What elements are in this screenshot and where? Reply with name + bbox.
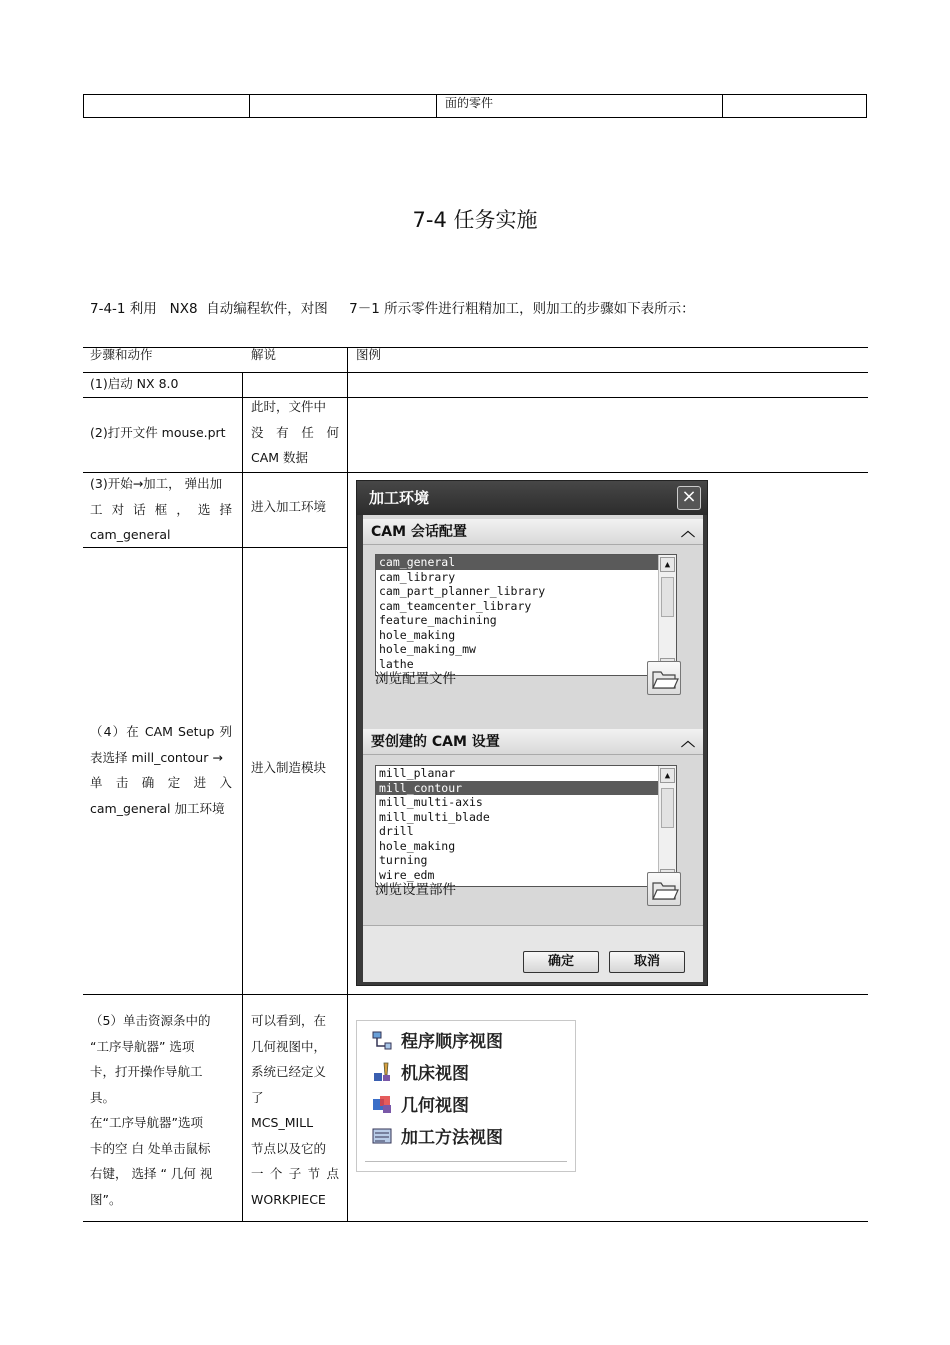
section-label: CAM 会话配置 xyxy=(371,524,467,540)
section-cam-session-config[interactable] xyxy=(363,519,703,545)
browse-setup-label: 浏览设置部件 xyxy=(375,882,456,898)
cancel-button[interactable]: 取消 xyxy=(609,951,685,973)
list-item[interactable]: cam_general xyxy=(376,555,676,570)
row5-note: 可以看到，在 几何视图中， 系统已经定义 了 MCS_MILL 节点以及它的 一 个 子 节 点 WORKPIECE xyxy=(251,1013,339,1207)
row3-step: (3)开始→加工， 弹出加 工 对 话 框 ， 选 择 cam_general xyxy=(90,476,232,542)
table-cell: 面的零件 xyxy=(437,95,723,117)
scroll-up-icon[interactable]: ▲ xyxy=(660,557,675,572)
table-rule xyxy=(242,372,243,1222)
scrollbar[interactable] xyxy=(658,766,676,886)
browse-setup-button[interactable] xyxy=(647,872,681,906)
table-rule xyxy=(347,347,348,1222)
scroll-thumb[interactable] xyxy=(661,788,674,828)
section-cam-setup[interactable] xyxy=(363,729,703,755)
list-item[interactable]: mill_multi_blade xyxy=(379,809,490,824)
scrollbar[interactable] xyxy=(658,555,676,675)
table-cell xyxy=(250,95,437,117)
section-title: 7-4 任务实施 xyxy=(412,208,538,232)
table-rule xyxy=(83,397,868,398)
machine-tool-icon xyxy=(371,1061,393,1083)
browse-config-label: 浏览配置文件 xyxy=(375,671,456,687)
list-item[interactable]: lathe xyxy=(379,656,414,671)
dialog-title: 加工环境 xyxy=(357,481,707,515)
row2-note: 此时，文件中 没 有 任 何 CAM 数据 xyxy=(251,399,339,465)
row5-step: （5）单击资源条中的 “工序导航器” 选项 卡，打开操作导航工 具。 在“工序导航器”选项 卡的空 白 处单击鼠标 右键， 选择 “ 几何 视 图”。 xyxy=(90,1013,213,1207)
list-item[interactable]: hole_making_mw xyxy=(379,642,476,656)
cam-session-config-list[interactable] xyxy=(375,554,677,676)
header-figure: 图例 xyxy=(356,347,382,362)
list-item[interactable]: mill_multi-axis xyxy=(379,795,483,809)
cam-setup-list[interactable] xyxy=(375,765,677,887)
table-rule xyxy=(83,1221,868,1222)
list-item[interactable]: wire_edm xyxy=(379,867,435,882)
header-step: 步骤和动作 xyxy=(90,347,153,362)
list-item[interactable]: cam_teamcenter_library xyxy=(379,598,532,613)
list-item[interactable]: cam_library xyxy=(379,569,456,584)
machining-method-view-item[interactable]: 加工方法视图 xyxy=(371,1125,503,1151)
intro-paragraph: 7-4-1 利用 NX8 自动编程软件，对图 7－1 所示零件进行粗精加工，则加工的步骤如下表所示： xyxy=(90,301,695,317)
previous-table xyxy=(83,94,867,118)
list-item[interactable]: hole_making xyxy=(379,838,456,853)
menu-divider xyxy=(365,1161,567,1162)
list-item[interactable]: turning xyxy=(379,853,428,867)
machine-tool-view-item[interactable]: 机床视图 xyxy=(371,1061,469,1087)
row3-note: 进入加工环境 xyxy=(251,499,327,514)
machining-environment-dialog xyxy=(356,480,708,986)
list-item[interactable]: mill_planar xyxy=(379,766,456,780)
chevron-up-icon[interactable]: ︿ xyxy=(681,524,695,540)
folder-open-icon xyxy=(648,873,680,905)
ok-button[interactable]: 确定 xyxy=(523,951,599,973)
program-order-view-item[interactable]: 程序顺序视图 xyxy=(371,1029,503,1055)
geometry-view-item[interactable]: 几何视图 xyxy=(371,1093,469,1119)
row1-step: (1)启动 NX 8.0 xyxy=(90,376,179,391)
row2-step: (2)打开文件 mouse.prt xyxy=(90,425,226,440)
chevron-up-icon[interactable]: ︿ xyxy=(681,734,695,750)
header-note: 解说 xyxy=(251,347,277,362)
list-item[interactable]: mill_contour xyxy=(376,781,676,796)
operation-navigator-menu xyxy=(356,1020,576,1172)
list-item[interactable]: drill xyxy=(379,824,414,838)
program-order-icon xyxy=(371,1029,393,1051)
scroll-thumb[interactable] xyxy=(661,577,674,617)
browse-config-button[interactable] xyxy=(647,661,681,695)
row4-step: （4）在 CAM Setup 列 表选择 mill_contour → 单 击 确 定 进 入 cam_general 加工环境 xyxy=(90,724,232,816)
table-rule xyxy=(83,994,868,995)
geometry-icon xyxy=(371,1093,393,1115)
list-item[interactable]: cam_part_planner_library xyxy=(379,584,546,598)
row4-note: 进入制造模块 xyxy=(251,760,327,775)
folder-open-icon xyxy=(648,662,680,694)
table-cell xyxy=(84,95,250,117)
machining-method-icon xyxy=(371,1125,393,1147)
list-item[interactable]: hole_making xyxy=(379,627,456,642)
scroll-up-icon[interactable]: ▲ xyxy=(660,768,675,783)
dialog-body xyxy=(363,515,703,981)
section-label: 要创建的 CAM 设置 xyxy=(371,734,500,750)
close-icon[interactable]: × xyxy=(677,486,701,510)
list-item[interactable]: feature_machining xyxy=(379,613,497,627)
